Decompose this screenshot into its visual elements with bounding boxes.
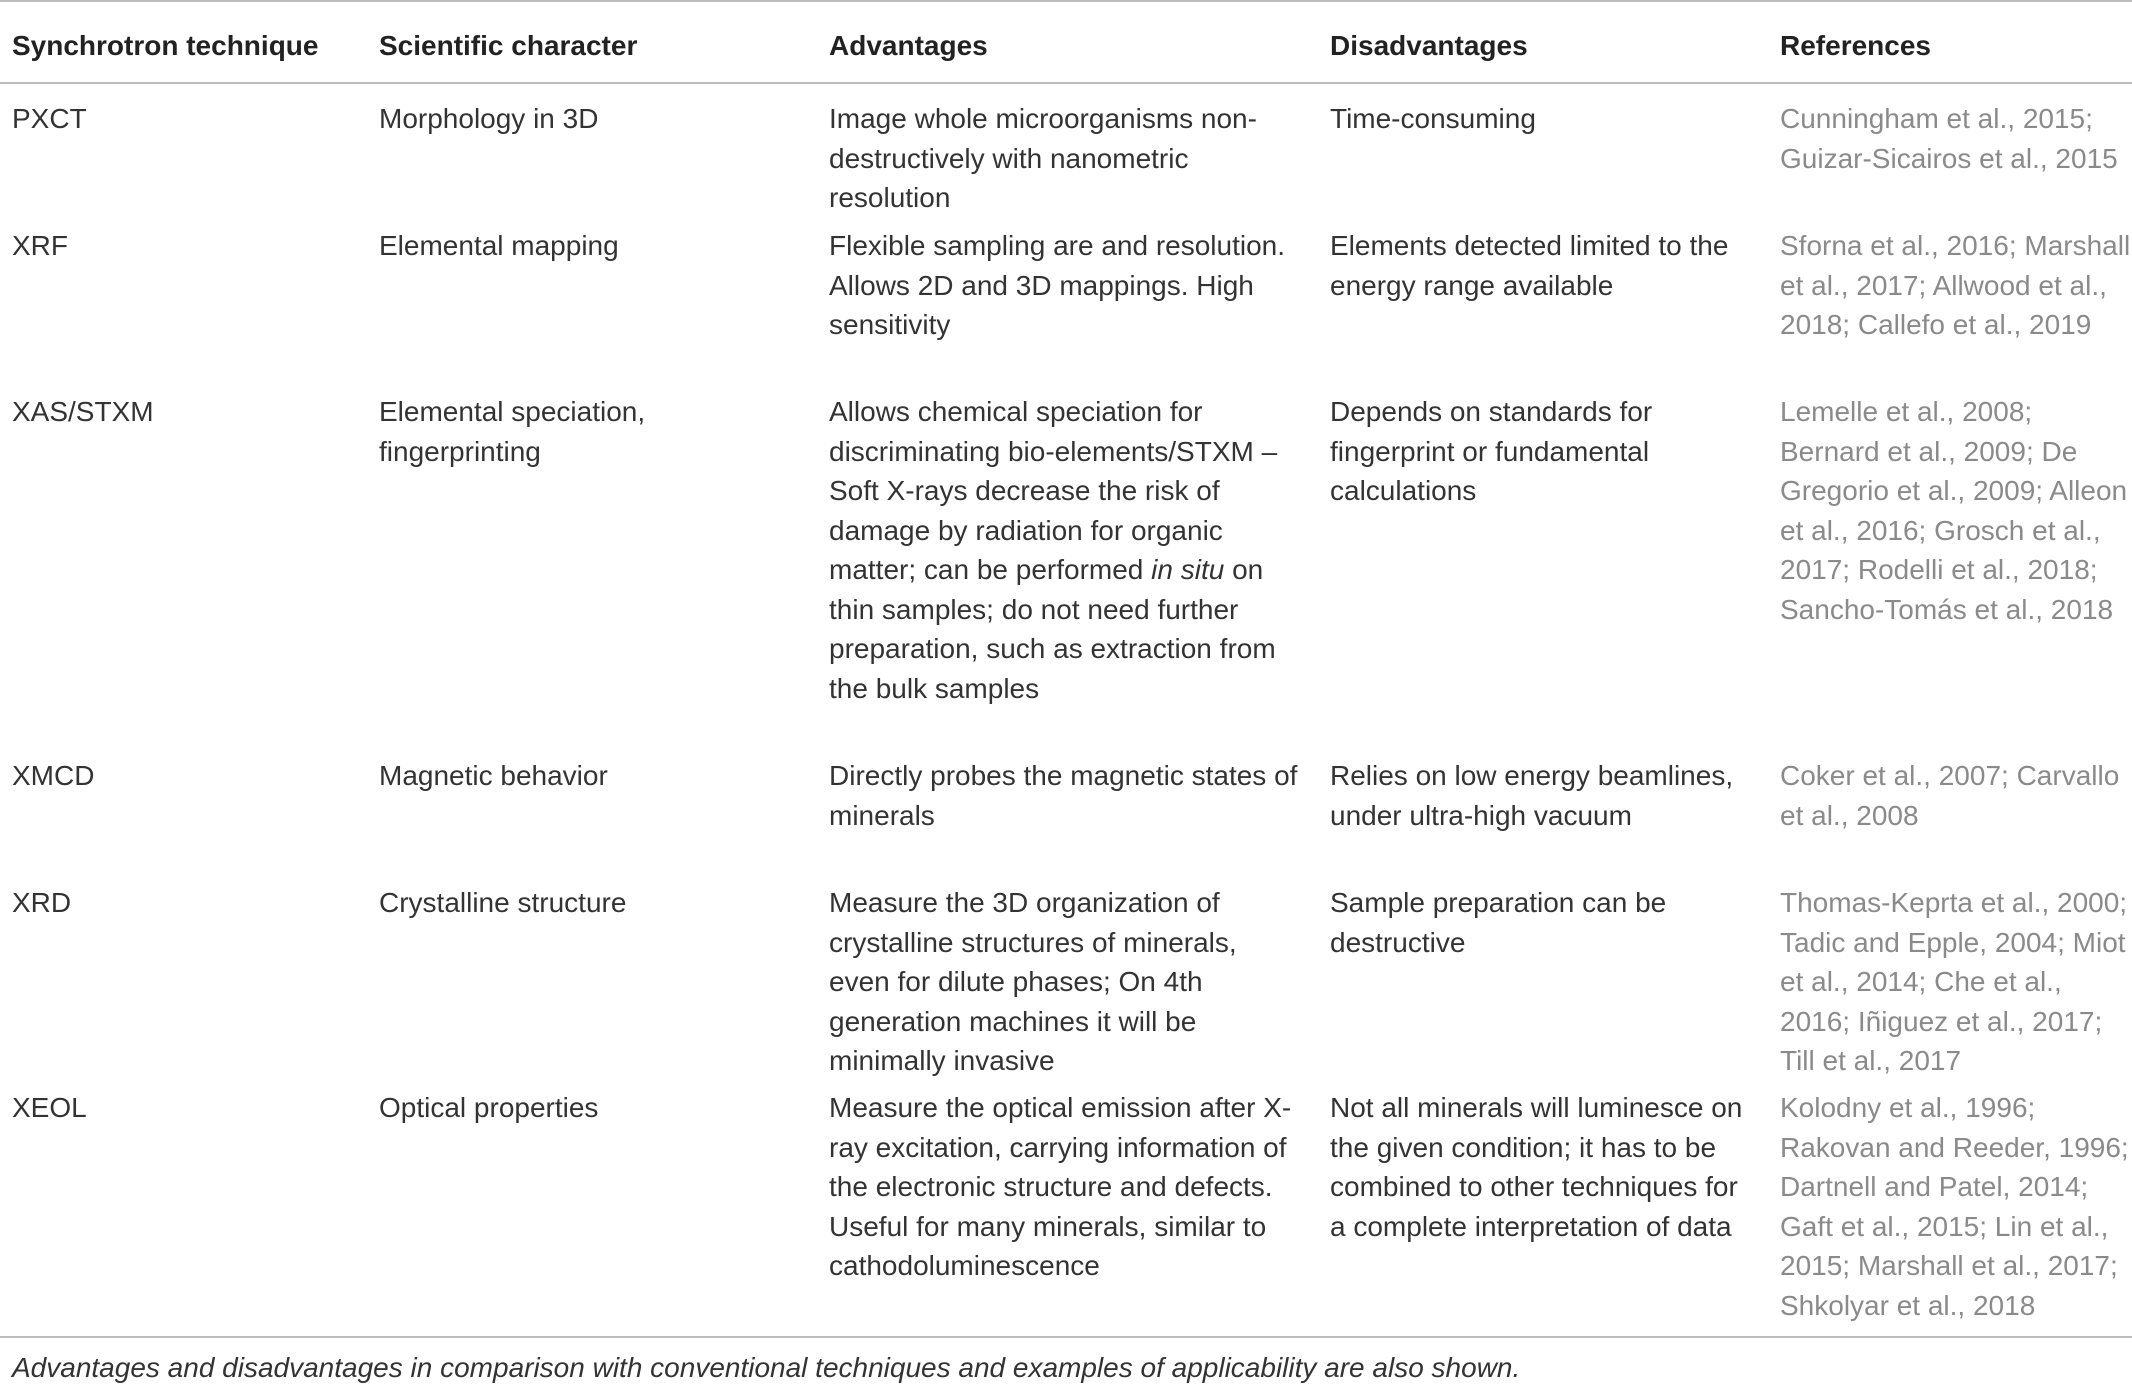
cell-character: Elemental mapping [379,230,619,261]
advantages-text-after: on thin samples; do not need further preparation, such as extraction from the bulk samples [829,554,1276,704]
cell-character: Morphology in 3D [379,103,599,134]
header-rule [0,82,2132,84]
cell-advantages: Image whole microorganisms non-destructively with nanometric resolution [829,103,1257,213]
cell-disadvantages: Sample preparation can be destructive [1330,887,1667,958]
cell-character: Magnetic behavior [379,760,608,791]
cell-technique: XRD [12,887,72,918]
cell-disadvantages: Relies on low energy beamlines, under ultra-high vacuum [1330,760,1734,831]
cell-technique: PXCT [12,103,87,134]
table-top-rule [0,0,2132,2]
cell-references: Cunningham et al., 2015; Guizar-Sicairos et al., 2015 [1780,103,2118,174]
cell-advantages: Flexible sampling are and resolution. Allows 2D and 3D mappings. High sensitivity [829,230,1286,340]
advantages-text-italic: in situ [1151,554,1225,585]
header-disadvantages: Disadvantages [1330,30,1528,61]
cell-technique: XRF [12,230,68,261]
cell-character: Optical properties [379,1092,599,1123]
header-references: References [1780,30,1931,61]
table-bottom-rule [0,1336,2132,1338]
header-scientific-character: Scientific character [379,30,638,61]
cell-references: Thomas-Keprta et al., 2000; Tadic and Epple, 2004; Miot et al., 2014; Che et al., 2016; Iñiguez et al., 2017; Till et al., 2017 [1780,887,2128,1076]
cell-advantages: Measure the 3D organization of crystalline structures of minerals, even for dilute phases; On 4th generation machines it will be minimally invasive [829,887,1237,1076]
cell-technique: XMCD [12,760,95,791]
cell-advantages [829,392,1299,708]
cell-advantages: Measure the optical emission after X-ray excitation, carrying information of the electronic structure and defects. Useful for many minerals, similar to cathodoluminescence [829,1092,1292,1281]
table-footnote: Advantages and disadvantages in comparison with conventional techniques and examples of applicability are also shown. [12,1352,1521,1383]
cell-references: Sforna et al., 2016; Marshall et al., 2017; Allwood et al., 2018; Callefo et al., 2019 [1780,230,2131,340]
cell-advantages: Directly probes the magnetic states of minerals [829,760,1298,831]
header-synchrotron-technique: Synchrotron technique [12,30,319,61]
cell-technique: XEOL [12,1092,87,1123]
advantages-text-before: Allows chemical speciation for discriminating bio-elements/STXM – Soft X-rays decrease the risk of damage by radiation for organic matter; can be performed [829,396,1278,585]
cell-references: Coker et al., 2007; Carvallo et al., 2008 [1780,760,2120,831]
cell-disadvantages: Not all minerals will luminesce on the given condition; it has to be combined to other techniques for a complete interpretation of data [1330,1092,1743,1242]
cell-disadvantages: Time-consuming [1330,103,1536,134]
cell-references: Lemelle et al., 2008; Bernard et al., 2009; De Gregorio et al., 2009; Alleon et al., 2016; Grosch et al., 2017; Rodelli et al., 2018; Sancho-Tomás et al., 2018 [1780,396,2128,625]
cell-references: Kolodny et al., 1996; Rakovan and Reeder, 1996; Dartnell and Patel, 2014; Gaft et al., 2015; Lin et al., 2015; Marshall et al., 2017; Shkolyar et al., 2018 [1780,1092,2129,1321]
cell-character: Elemental speciation, fingerprinting [379,396,646,467]
cell-disadvantages: Depends on standards for fingerprint or fundamental calculations [1330,396,1653,506]
header-advantages: Advantages [829,30,988,61]
cell-character: Crystalline structure [379,887,627,918]
cell-technique: XAS/STXM [12,396,154,427]
cell-disadvantages: Elements detected limited to the energy range available [1330,230,1729,301]
